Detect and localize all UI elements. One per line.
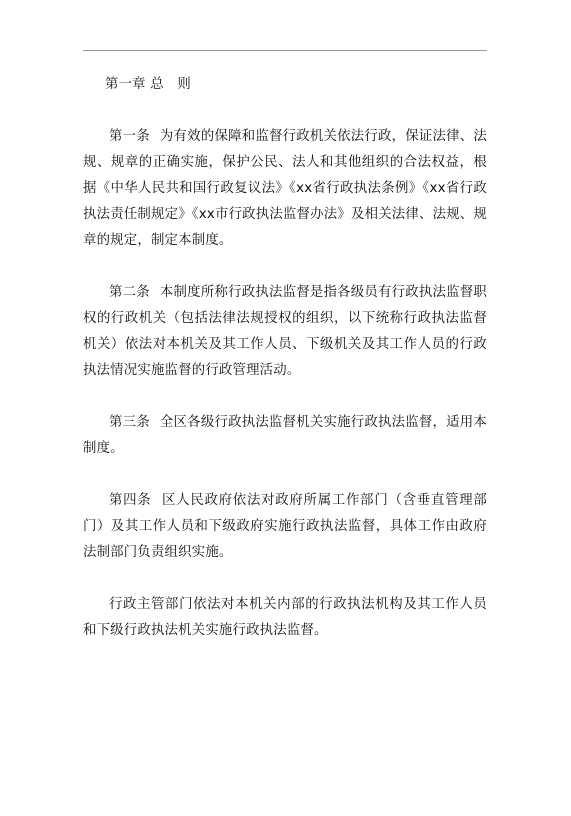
article-4 — [83, 488, 487, 566]
article-label: 第三条 — [109, 415, 150, 430]
article-text: 本制度所称行政执法监督是指各级员有行政执法监督职权的行政机关（包括法律法规授权的组织，以下统称行政执法监督机关）依法对本机关及其工作人员、下级机关及其工作人员的行政执法情况实施监督的行政管理活动。 — [83, 285, 487, 378]
paragraph-text: 行政主管部门依法对本机关内部的行政执法机构及其工作人员和下级行政执法机关实施行政执法监督。 — [83, 597, 487, 638]
article-text: 为有效的保障和监督行政机关依法行政，保证法律、法规、规章的正确实施，保护公民、法人和其他组织的合法权益，根据《中华人民共和国行政复议法》《xx省行政执法条例》《xx省行政执法责任制规定》《xx市行政执法监督办法》及相关法律、法规、规章的规定，制定本制度。 — [83, 129, 487, 248]
article-1 — [83, 124, 487, 254]
article-text: 区人民政府依法对政府所属工作部门（含垂直管理部门）及其工作人员和下级政府实施行政执法监督，具体工作由政府法制部门负责组织实施。 — [83, 493, 487, 560]
article-text: 全区各级行政执法监督机关实施行政执法监督，适用本制度。 — [83, 415, 487, 456]
header-divider — [83, 50, 487, 51]
article-label: 第二条 — [109, 285, 150, 300]
chapter-heading: 第一章 总 则 — [105, 77, 191, 92]
article-4-paragraph-2 — [83, 592, 487, 644]
article-3 — [83, 410, 487, 462]
document-body — [83, 72, 487, 670]
article-label: 第一条 — [109, 129, 150, 144]
article-2 — [83, 280, 487, 384]
article-label: 第四条 — [109, 493, 152, 508]
